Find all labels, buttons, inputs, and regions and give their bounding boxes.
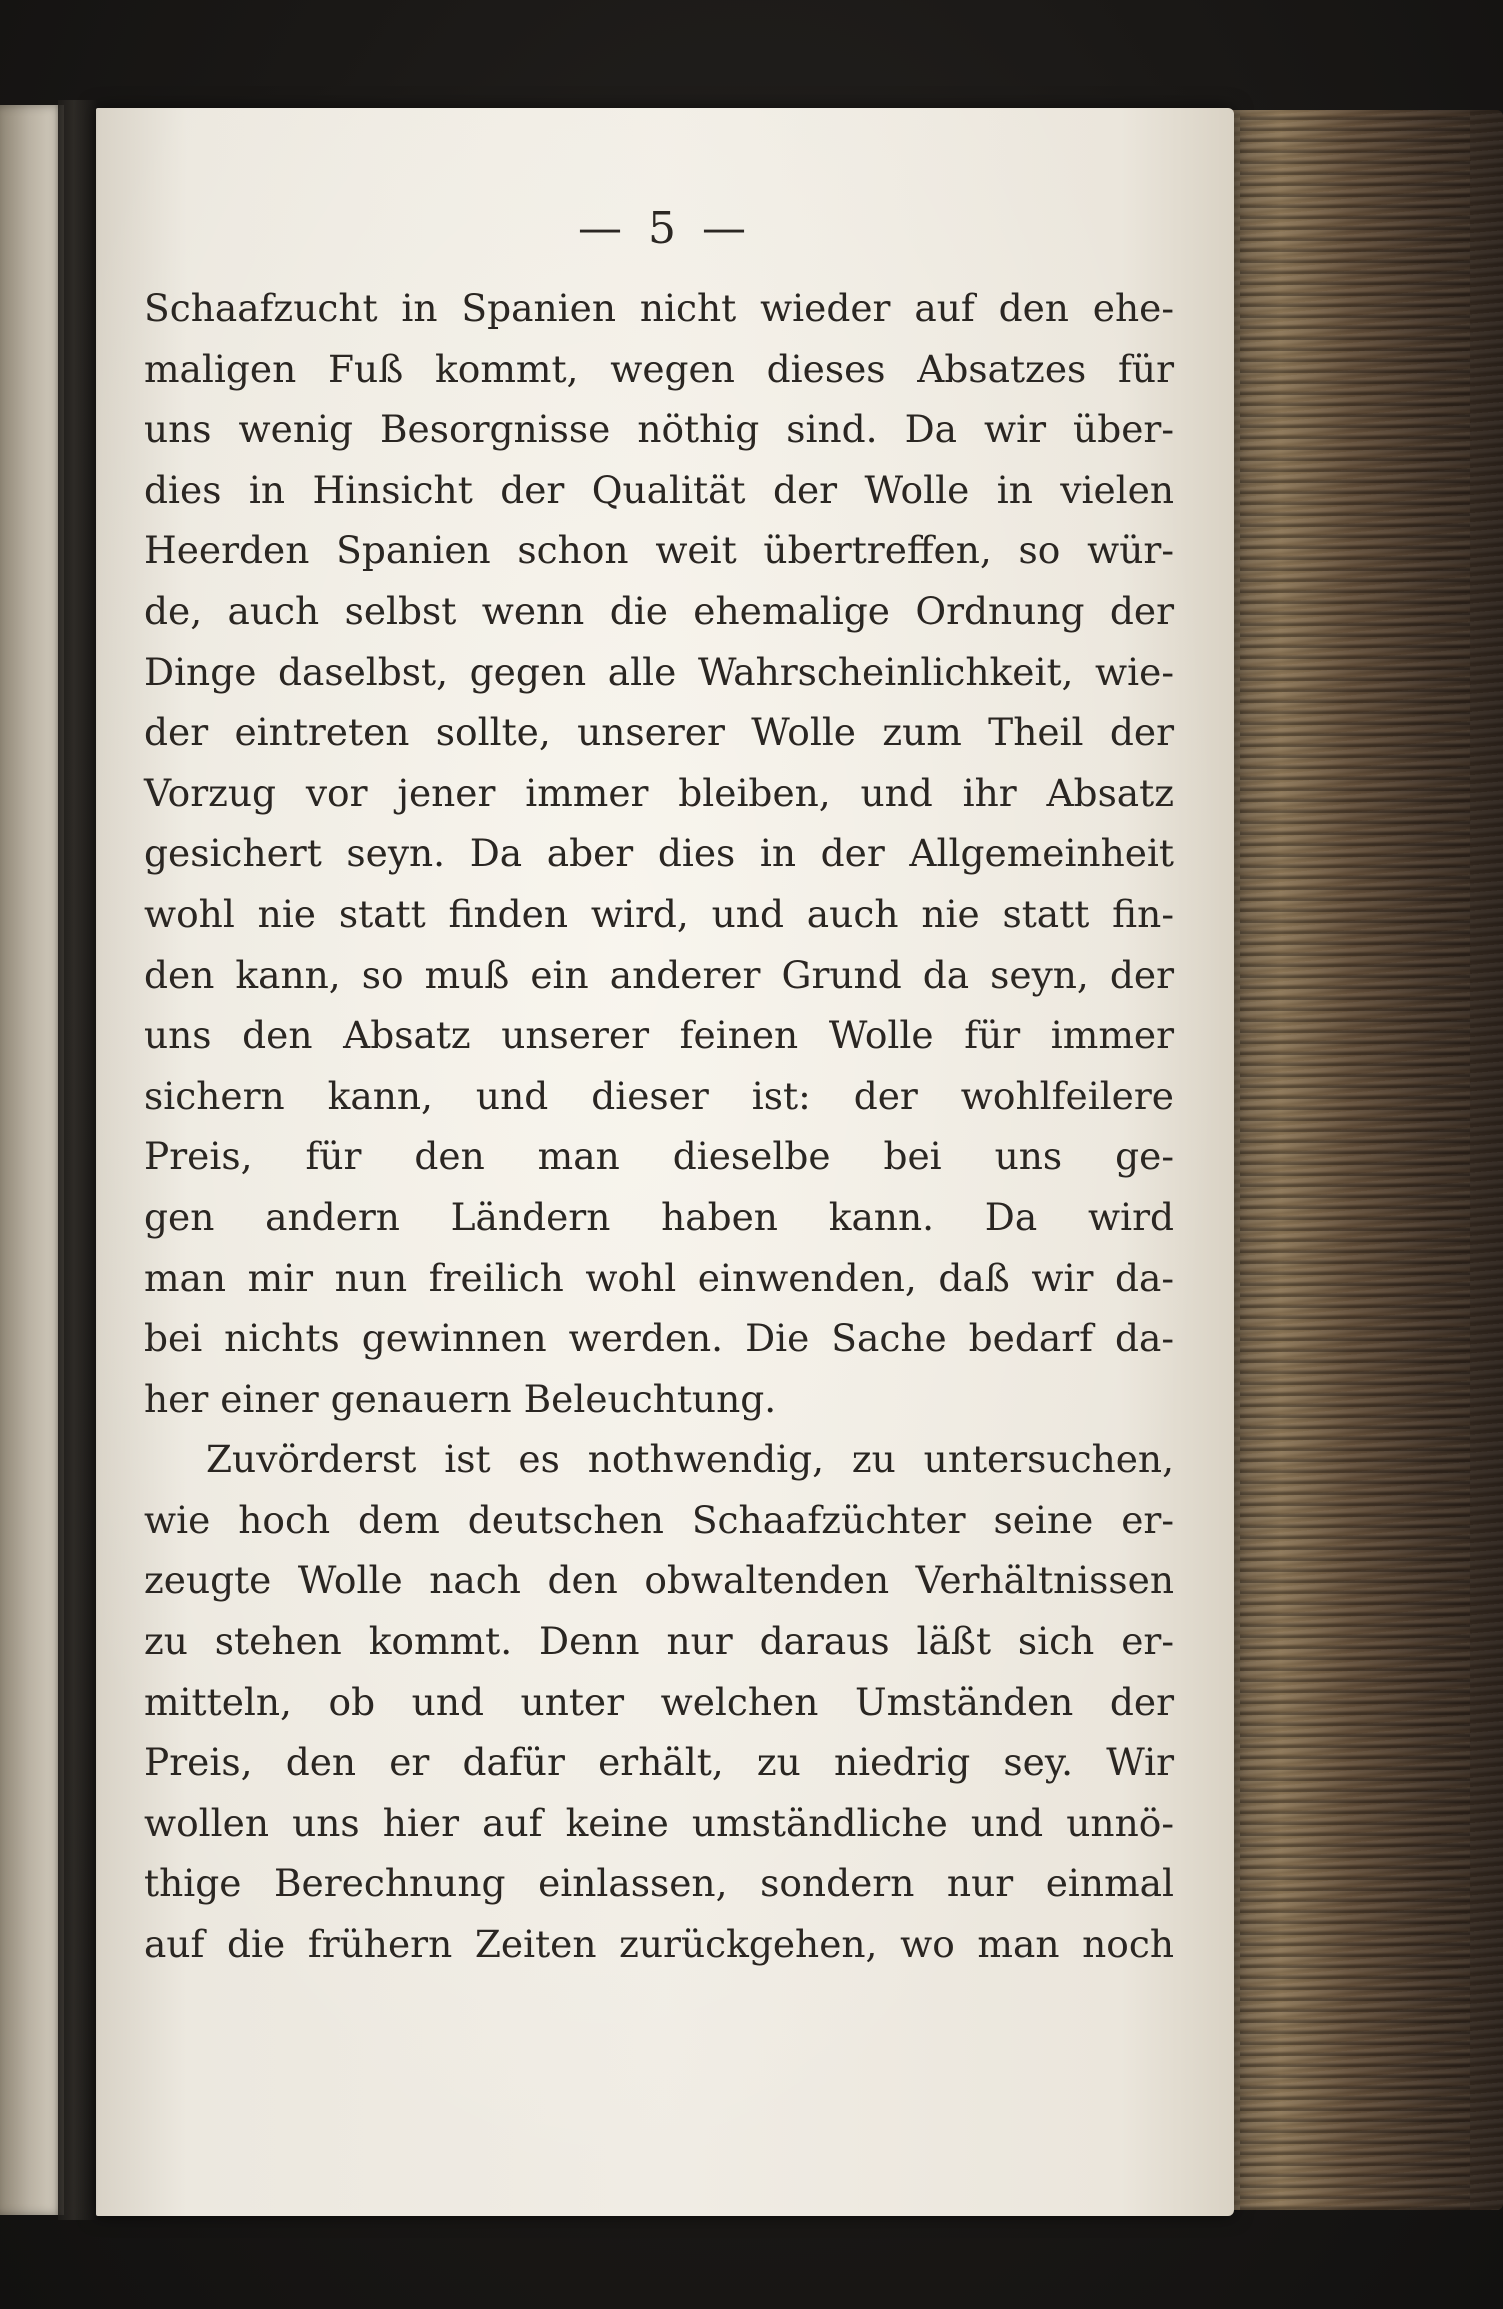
text-line: mitteln, ob und unter welchen Umständen der <box>144 1679 1174 1724</box>
text-line: uns den Absatz unserer feinen Wolle für immer <box>144 1013 1174 1058</box>
text-line: dies in Hinsicht der Qualität der Wolle in vielen <box>144 467 1174 512</box>
text-line: Schaafzucht in Spanien nicht wieder auf den ehe- <box>144 286 1174 330</box>
text-line: auf die frühern Zeiten zurückgehen, wo man noch <box>144 1922 1174 1967</box>
text-line: Heerden Spanien schon weit übertreffen, so wür- <box>144 528 1174 573</box>
text-line: man mir nun freilich wohl einwenden, daß wir da- <box>144 1255 1174 1300</box>
text-line: wollen uns hier auf keine umständliche und unnö- <box>144 1800 1174 1845</box>
text-line: zu stehen kommt. Denn nur daraus läßt sich er- <box>144 1619 1174 1664</box>
text-line: gesichert seyn. Da aber dies in der Allgemeinheit <box>144 831 1174 876</box>
page-number: — 5 — <box>578 203 752 254</box>
text-line: bei nichts gewinnen werden. Die Sache bedarf da- <box>144 1316 1174 1361</box>
text-line: sichern kann, und dieser ist: der wohlfeilere <box>144 1073 1174 1118</box>
text-line: maligen Fuß kommt, wegen dieses Absatzes für <box>144 346 1174 391</box>
text-line: den kann, so muß ein anderer Grund da seyn, der <box>144 952 1174 997</box>
text-line: Dinge daselbst, gegen alle Wahrscheinlichkeit, wie- <box>144 649 1174 694</box>
gutter-shadow <box>58 100 98 2220</box>
text-line: wohl nie statt finden wird, und auch nie statt fin- <box>144 891 1174 936</box>
text-line: de, auch selbst wenn die ehemalige Ordnung der <box>144 588 1174 633</box>
left-page-edge <box>0 105 64 2215</box>
text-line: uns wenig Besorgnisse nöthig sind. Da wir über- <box>144 407 1174 452</box>
text-line: zeugte Wolle nach den obwaltenden Verhältnissen <box>144 1558 1174 1603</box>
text-line: wie hoch dem deutschen Schaafzüchter seine er- <box>144 1497 1174 1542</box>
book-page <box>96 108 1234 2216</box>
paragraph-1 <box>144 278 1174 1429</box>
text-line: Preis, für den man dieselbe bei uns ge- <box>144 1134 1174 1179</box>
text-line: Zuvörderst ist es nothwendig, zu untersuchen, <box>206 1437 1174 1482</box>
paragraph-2 <box>144 1429 1174 1974</box>
text-line: Vorzug vor jener immer bleiben, und ihr Absatz <box>144 770 1174 815</box>
text-line: Preis, den er dafür erhält, zu niedrig sey. Wir <box>144 1740 1174 1785</box>
page-text <box>144 278 1174 1975</box>
text-line: gen andern Ländern haben kann. Da wird <box>144 1194 1174 1239</box>
text-line: thige Berechnung einlassen, sondern nur einmal <box>144 1861 1174 1906</box>
text-line: der eintreten sollte, unserer Wolle zum Theil der <box>144 710 1174 755</box>
text-line: her einer genauern Beleuchtung. <box>144 1376 777 1421</box>
book-page-edges-texture <box>1240 110 1470 2210</box>
